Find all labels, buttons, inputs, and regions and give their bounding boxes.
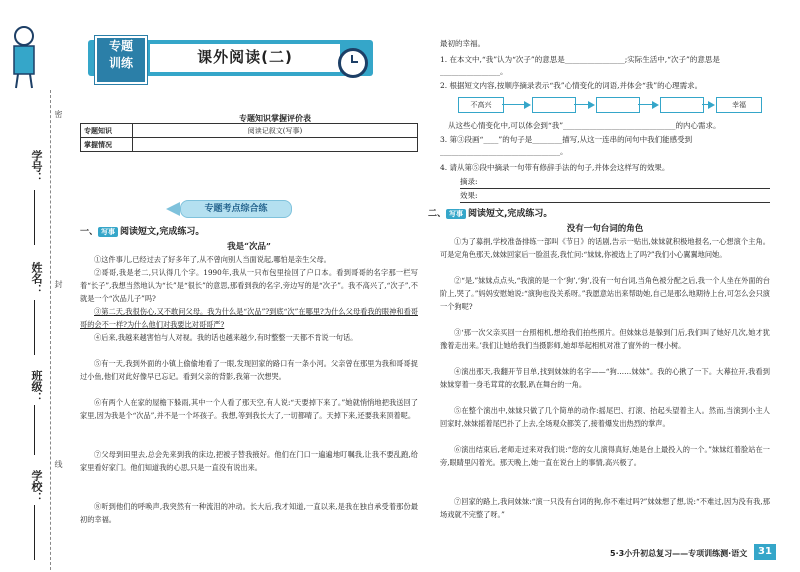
pencil-icon	[166, 202, 180, 216]
underlined-sentence: ③第二天,我很伤心,又不敢问父母。我为什么是“次品”?到底“次”在哪里?为什么父母看我的眼神和看哥哥的会不一样?为什么他们对我要比对哥哥严?	[80, 307, 418, 329]
cut-line	[50, 90, 51, 570]
arrow-right-icon	[708, 101, 715, 109]
section2-heading	[428, 206, 552, 219]
footer-series: 5·3小升初总复习——专项训练测·语文	[610, 549, 748, 558]
flow-connector	[638, 104, 652, 105]
eval-table-title: 专题知识掌握评价表	[239, 113, 311, 123]
type-badge: 写事	[98, 227, 118, 237]
paragraph: ②“是,”妹妹点点头,“我演的是一个‘狗’,‘狗’,没有一句台词,当角色被分配之后,我一个人坐在外面的台阶上,哭了。”妈妈安慰她说:“演狗也没关系呀。”我愿意站出来帮助她,自己是那么地期待上台,可怎么会只演一个狗呢?	[440, 276, 770, 311]
excerpt-answer-line[interactable]: 摘录:	[460, 176, 770, 189]
arrow-right-icon	[588, 101, 595, 109]
effect-answer-line[interactable]: 效果:	[460, 190, 770, 203]
student-id-blank[interactable]	[34, 190, 35, 245]
page-number: 31	[754, 544, 776, 560]
paragraph: ④演出那天,我翻开节目单,找到妹妹的名字——“狗……妹妹”。我的心揪了一下。大幕拉开,我看到妹妹穿着一身毛茸茸的衣服,趴在舞台的一角。	[440, 367, 770, 389]
section-instruction: 阅读短文,完成练习。	[468, 209, 553, 219]
page-title: 课外阅读(二)	[197, 48, 293, 66]
paragraph: ①这件事儿,已经过去了好多年了,从不曾向别人当面说起,哪怕是亲生父母。	[94, 255, 331, 264]
question-1: 1. 在本文中,“我”认为“次子”的意思是________________;实际生活中,“次子”的意思是________________。	[440, 55, 720, 76]
paragraph: ①为了募捐,学校准备排练一部叫《节日》的话剧,告示一贴出,妹妹就积极地报名,一心想演个主角。可是定角色那天,妹妹回家后一脸沮丧,我忙问:“妹妹,你被选上了吗?”我们小心翼翼地问她。	[440, 237, 770, 259]
class-blank[interactable]	[34, 405, 35, 455]
paragraph: ③‘那一次父亲买回一台照相机,想给我们拍些照片。但妹妹总是躲到门后,我们叫了她好几次,她才犹豫着走出来。’我们让她给我们当摄影师,她却举起相机对准了窗外的一棵小树。	[440, 328, 770, 350]
paragraph: ⑦父母到田里去,总会先来到我的床边,把被子替我掖好。他们在门口一遍遍地叮嘱我,让我不要乱跑,给家里看好家门。他们知道我的心思,只是一直没有说出来。	[80, 450, 418, 472]
flow-end-box: 幸福	[716, 97, 762, 113]
flow-blank-box[interactable]	[596, 97, 640, 113]
cut-mark: 密	[54, 110, 63, 118]
section-number: 一、	[80, 227, 99, 237]
section-banner: 专题考点综合练	[180, 200, 292, 218]
table-row	[81, 138, 418, 152]
student-id-label: 学号：	[30, 150, 43, 183]
cut-mark: 线	[54, 460, 63, 468]
cut-mark: 封	[54, 280, 63, 288]
question-intro: 最初的幸福。	[440, 39, 485, 48]
table-cell: 掌握情况	[81, 138, 133, 152]
topic-tag-line: 训练	[108, 56, 133, 70]
article-title: 没有一句台词的角色	[566, 224, 644, 234]
flow-connector	[502, 104, 524, 105]
paragraph: ⑦回家的路上,我问妹妹:“演一只没有台词的狗,你不难过吗?”妹妹想了想,说:“不难过,因为没有我,那场戏就不完整了呀。”	[440, 497, 770, 519]
flow-start-box: 不高兴	[458, 97, 504, 113]
section-number: 二、	[428, 209, 447, 219]
topic-tag-line: 专题	[108, 39, 133, 53]
question-2-followup: 从这些心情变化中,可以体会到“我”______________________________的内心需求。	[448, 121, 721, 130]
type-badge: 写事	[446, 209, 466, 219]
clock-icon	[338, 48, 368, 78]
section-instruction: 阅读短文,完成练习。	[120, 227, 205, 237]
paragraph: ④后来,我越来越害怕与人对视。我的话也越来越少,有时整整一天都不肯说一句话。	[94, 333, 358, 342]
section1-heading	[80, 224, 204, 237]
arrow-right-icon	[652, 101, 659, 109]
question-2: 2. 根据短文内容,按顺序摘录表示“我”心情变化的词语,并体会“我”的心理需求。	[440, 81, 703, 90]
binding-margin	[0, 0, 70, 572]
topic-tag	[95, 36, 147, 84]
school-label: 学校：	[30, 470, 43, 503]
paragraph: ⑧听到他们的呼唤声,我突然有一种流泪的冲动。长大后,我才知道,一直以来,是我在独自承受着那份最初的幸福。	[80, 502, 418, 524]
class-label: 班级：	[30, 370, 43, 403]
table-row	[81, 124, 418, 138]
name-blank[interactable]	[34, 300, 35, 355]
table-cell: 专题知识	[81, 124, 133, 138]
question-4: 4. 请从第⑤段中摘录一句带有修辞手法的句子,并体会这样写的效果。	[440, 163, 670, 172]
flow-connector	[574, 104, 588, 105]
mastery-input-cell[interactable]	[133, 138, 418, 152]
mascot-icon	[4, 22, 46, 92]
table-cell: 阅读记叙文(写事)	[133, 124, 418, 138]
name-label: 姓名：	[30, 262, 43, 295]
paragraph: ⑤有一天,我到外面的小镇上偷偷地看了一眼,发现回家的路口有一条小河。父亲曾在那里为我和哥哥捉过小鱼,他们对此好像早已忘记。看到父亲的背影,我第一次想哭。	[80, 359, 418, 381]
paragraph: ②哥哥,我是老二,只认得几个字。1990年,我从一只布包里捡回了户口本。看到哥哥的名字那一栏写着“长子”,我想当然地认为“长”是“很长”的意思,那看到我的名字,旁边写的是“次子”。我不高兴了,“次子”,不就是一个“次品儿子”吗?	[80, 268, 418, 303]
flow-blank-box[interactable]	[532, 97, 576, 113]
flow-blank-box[interactable]	[660, 97, 704, 113]
paragraph: ⑤在整个演出中,妹妹只做了几个简单的动作:摇尾巴、打滚、抬起头望着主人。然而,当演到小主人回家时,妹妹摇着尾巴扑了上去,全场观众都笑了,接着爆发出热烈的掌声。	[440, 406, 770, 428]
question-3: 3. 第③段画“____”的句子是________描写,从这一连串的问句中我们能感受到________________________________。	[440, 135, 693, 156]
arrow-right-icon	[524, 101, 531, 109]
paragraph	[80, 306, 418, 332]
eval-table	[80, 123, 418, 152]
paragraph: ⑥有两个人在家的屋檐下躲雨,其中一个人看了那天空,有人说:“天要掉下来了。”她就悄悄地把我送回了家里,因为我是个“次品”,并不是一个坏孩子。我想,等到我长大了,一切都晴了。天掉下来,还要我来顶着呢。	[80, 398, 418, 420]
paragraph: ⑥演出结束后,老师走过来对我们说:“您的女儿演得真好,她是台上最投入的一个。”妹妹红着脸站在一旁,眼睛里闪着光。那天晚上,她一直在说台上的事情,高兴极了。	[440, 445, 770, 467]
article-title: 我是“次品”	[227, 242, 271, 252]
school-blank[interactable]	[34, 505, 35, 560]
